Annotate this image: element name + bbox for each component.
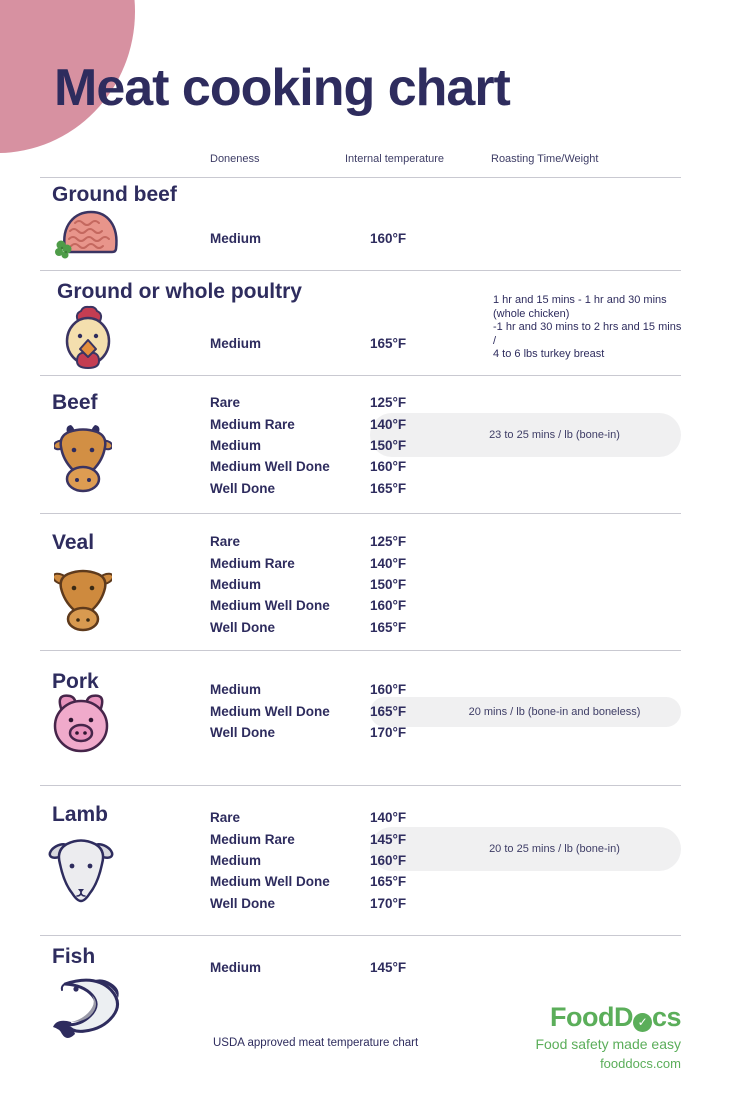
pig-icon bbox=[50, 689, 112, 760]
page-title: Meat cooking chart bbox=[54, 59, 510, 117]
table-row bbox=[210, 574, 406, 595]
usda-note: USDA approved meat temperature chart bbox=[213, 1037, 419, 1049]
section-beef bbox=[40, 376, 681, 514]
temperature-value: 150°F bbox=[370, 576, 407, 592]
brand-tagline: Food safety made easy bbox=[535, 1036, 681, 1052]
table-row bbox=[210, 435, 406, 456]
doneness-value: Medium bbox=[210, 576, 262, 592]
brand-website: fooddocs.com bbox=[600, 1056, 681, 1071]
doneness-value: Medium Rare bbox=[210, 416, 295, 432]
section-title: Ground beef bbox=[52, 183, 177, 206]
chicken-icon bbox=[59, 305, 117, 374]
column-header-internal-temperature: Internal temperature bbox=[345, 153, 445, 165]
temperature-value: 165°F bbox=[370, 619, 407, 635]
table-row bbox=[210, 893, 406, 914]
temperature-value: 160°F bbox=[370, 852, 407, 868]
temperature-value: 160°F bbox=[370, 682, 407, 698]
temperature-value: 140°F bbox=[370, 810, 407, 826]
section-lamb bbox=[40, 786, 681, 936]
doneness-value: Medium Well Done bbox=[210, 874, 330, 890]
temperature-value: 165°F bbox=[370, 874, 407, 890]
doneness-value: Well Done bbox=[210, 619, 276, 635]
table-row bbox=[210, 722, 406, 743]
doneness-value: Rare bbox=[210, 395, 241, 411]
temperature-value: 145°F bbox=[370, 960, 407, 976]
cooking-table bbox=[40, 177, 681, 1097]
section-title: Ground or whole poultry bbox=[57, 280, 302, 303]
ground-beef-icon bbox=[53, 205, 125, 264]
brand-text-suffix: cs bbox=[651, 1002, 681, 1032]
table-row bbox=[210, 617, 406, 638]
brand-block bbox=[535, 1002, 681, 1071]
temperature-value: 165°F bbox=[370, 703, 407, 719]
table-row bbox=[210, 807, 406, 828]
doneness-value: Rare bbox=[210, 534, 241, 550]
doneness-value: Medium Well Done bbox=[210, 703, 330, 719]
roasting-pill-lamb: 20 to 25 mins / lb (bone-in) bbox=[370, 827, 681, 871]
temperature-value: 160°F bbox=[370, 459, 407, 475]
doneness-value: Medium bbox=[210, 682, 262, 698]
brand-text-prefix: FoodD bbox=[549, 1002, 633, 1032]
temperature-value: 165°F bbox=[370, 480, 407, 496]
temperature-value: 140°F bbox=[370, 416, 407, 432]
table-row bbox=[210, 700, 406, 721]
doneness-value: Medium bbox=[210, 960, 262, 976]
table-row bbox=[210, 531, 406, 552]
note-line: 4 to 6 lbs turkey breast bbox=[493, 348, 605, 360]
fooddocs-logo bbox=[535, 1002, 681, 1033]
temperature-value: 145°F bbox=[370, 831, 407, 847]
section-title: Veal bbox=[52, 531, 95, 554]
table-row bbox=[210, 333, 406, 354]
section-poultry bbox=[40, 271, 681, 376]
table-row bbox=[210, 679, 406, 700]
doneness-value: Medium bbox=[210, 437, 262, 453]
table-row bbox=[210, 456, 406, 477]
doneness-value: Well Done bbox=[210, 480, 276, 496]
temperature-value: 140°F bbox=[370, 555, 407, 571]
section-pork bbox=[40, 651, 681, 786]
table-row bbox=[210, 392, 406, 413]
section-title: Pork bbox=[52, 670, 99, 693]
temperature-value: 125°F bbox=[370, 395, 407, 411]
fish-icon bbox=[45, 976, 123, 1045]
note-line: (whole chicken) bbox=[493, 307, 570, 320]
section-veal bbox=[40, 514, 681, 651]
table-row bbox=[210, 957, 406, 978]
check-circle-icon: ✓ bbox=[633, 1013, 652, 1032]
sheep-icon bbox=[48, 834, 114, 921]
section-title: Beef bbox=[52, 391, 98, 414]
calf-icon bbox=[54, 565, 112, 640]
section-title: Fish bbox=[52, 945, 96, 968]
doneness-value: Medium bbox=[210, 336, 262, 352]
table-row bbox=[210, 478, 406, 499]
column-header-roasting-time: Roasting Time/Weight bbox=[491, 153, 599, 165]
doneness-value: Well Done bbox=[210, 895, 276, 911]
temperature-value: 170°F bbox=[370, 724, 407, 740]
temperature-value: 150°F bbox=[370, 437, 407, 453]
temperature-value: 165°F bbox=[370, 336, 407, 352]
table-row bbox=[210, 828, 406, 849]
table-row bbox=[210, 850, 406, 871]
temperature-value: 170°F bbox=[370, 895, 407, 911]
note-line: -1 hr and 30 mins to 2 hrs and 15 mins / bbox=[493, 321, 682, 347]
section-title: Lamb bbox=[52, 803, 109, 826]
roasting-pill-beef: 23 to 25 mins / lb (bone-in) bbox=[370, 413, 681, 457]
roasting-pill-pork: 20 mins / lb (bone-in and boneless) bbox=[370, 697, 681, 727]
doneness-value: Medium Well Done bbox=[210, 459, 330, 475]
table-row bbox=[210, 595, 406, 616]
table-row bbox=[210, 413, 406, 434]
doneness-value: Rare bbox=[210, 810, 241, 826]
section-ground-beef bbox=[40, 178, 681, 271]
table-row bbox=[210, 552, 406, 573]
note-line: 1 hr and 15 mins - 1 hr and 30 mins bbox=[493, 294, 667, 306]
doneness-value: Medium bbox=[210, 231, 262, 247]
cow-icon bbox=[54, 424, 112, 501]
temperature-value: 160°F bbox=[370, 231, 407, 247]
roasting-note-poultry bbox=[493, 294, 685, 362]
doneness-value: Medium Rare bbox=[210, 555, 295, 571]
doneness-value: Medium bbox=[210, 852, 262, 868]
doneness-value: Medium Well Done bbox=[210, 598, 330, 614]
temperature-value: 160°F bbox=[370, 598, 407, 614]
table-row bbox=[210, 228, 406, 249]
doneness-value: Well Done bbox=[210, 724, 276, 740]
temperature-value: 125°F bbox=[370, 534, 407, 550]
table-row bbox=[210, 871, 406, 892]
column-header-doneness: Doneness bbox=[210, 153, 260, 165]
doneness-value: Medium Rare bbox=[210, 831, 295, 847]
